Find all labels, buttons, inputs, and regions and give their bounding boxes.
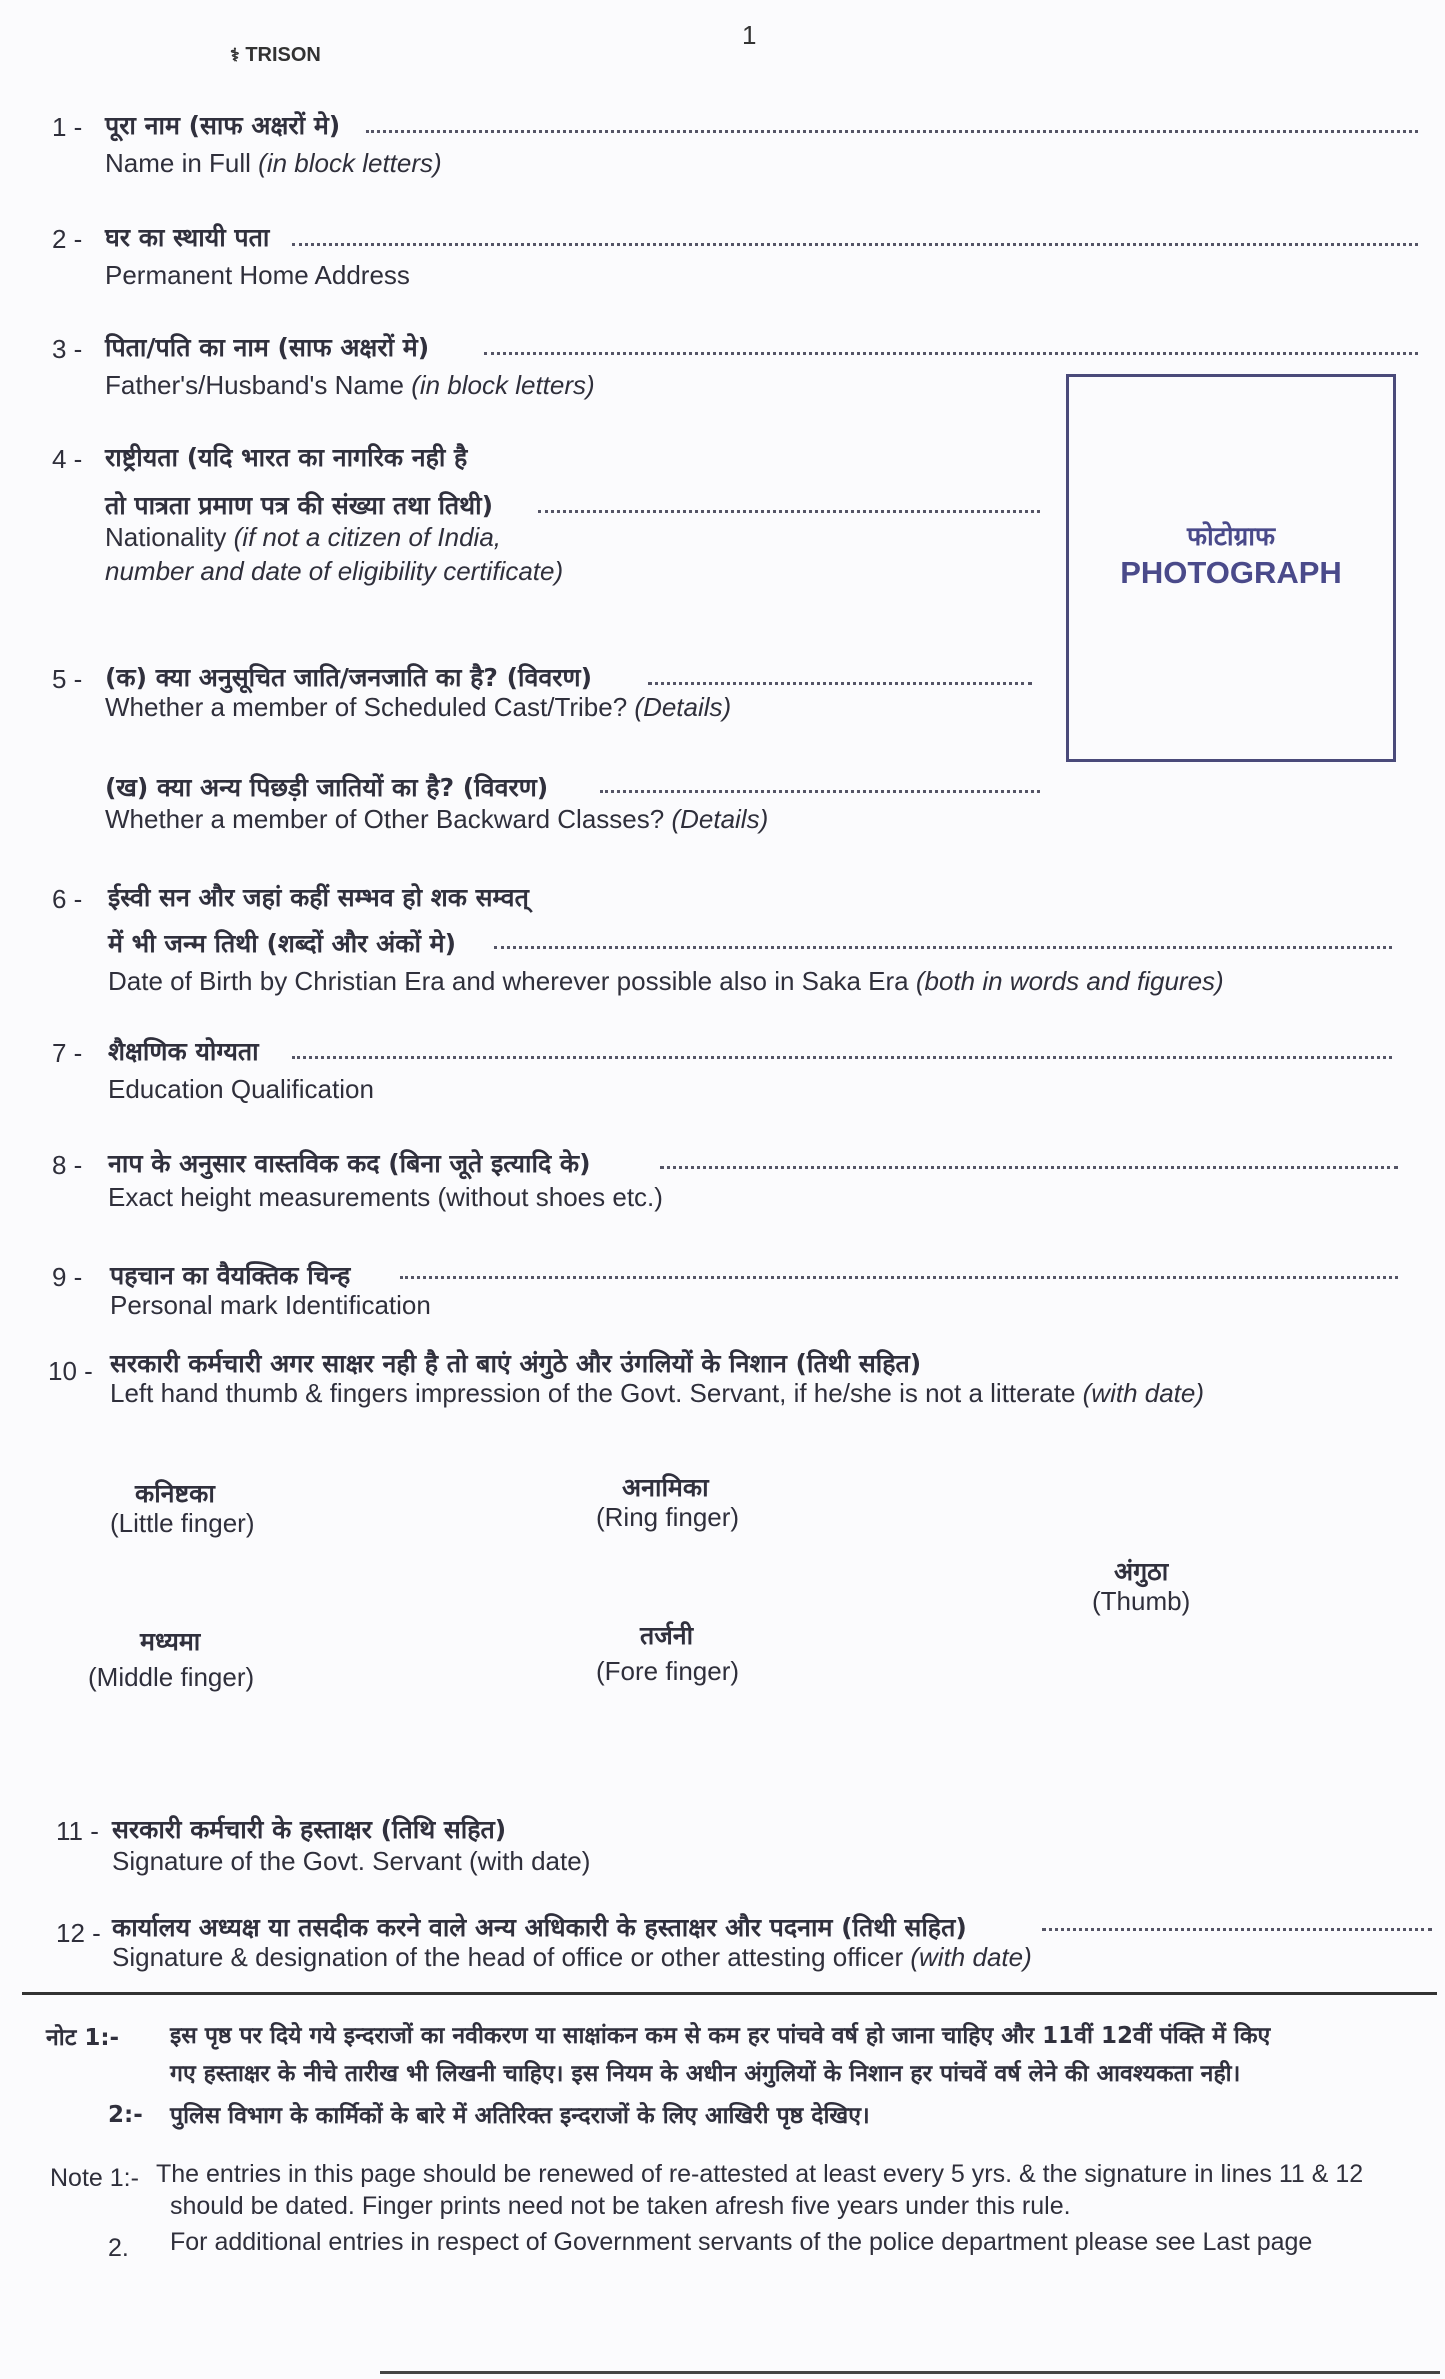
thumb-label: (Thumb) <box>1092 1586 1191 1616</box>
item-7-hindi-label: शैक्षणिक योग्यता <box>108 1037 259 1066</box>
item-4-entry-line[interactable] <box>538 510 1040 513</box>
item-9-entry-line[interactable] <box>400 1276 1398 1279</box>
item-11-hindi-label: सरकारी कर्मचारी के हस्ताक्षर (तिथि सहित) <box>112 1815 507 1844</box>
item-5-number: 5 - <box>52 664 83 694</box>
item-7-number: 7 - <box>52 1038 83 1068</box>
english-note-label: Note 1:- <box>50 2164 139 2192</box>
item-5b-english-label <box>105 804 768 835</box>
item-4-number: 4 - <box>52 444 83 474</box>
item-1-english-note: (in block letters) <box>258 148 442 178</box>
item-6-entry-line[interactable] <box>494 946 1392 949</box>
item-10-hindi-label: सरकारी कर्मचारी अगर साक्षर नही है तो बाएं अंगुठे और उंगलियों के निशान (तिथी सहित) <box>110 1349 922 1378</box>
item-3-number: 3 - <box>52 334 83 364</box>
english-note-1-line2: should be dated. Finger prints need not be taken afresh five years under this rule. <box>170 2192 1071 2220</box>
ring-finger-hindi-label: अनामिका <box>622 1473 709 1502</box>
item-6-english-text: Date of Birth by Christian Era and wherever possible also in Saka Era <box>108 966 909 996</box>
fore-finger-label: (Fore finger) <box>596 1656 740 1686</box>
item-2-hindi-label: घर का स्थायी पता <box>105 223 270 252</box>
english-note-2-label: 2. <box>108 2234 129 2262</box>
item-9-hindi-label: पहचान का वैयक्तिक चिन्ह <box>110 1261 351 1290</box>
item-7-entry-line[interactable] <box>292 1056 1392 1059</box>
item-3-hindi-label: पिता/पति का नाम (साफ अक्षरों मे) <box>105 333 430 362</box>
item-1-english-label <box>105 148 442 179</box>
middle-finger-hindi-label: मध्यमा <box>140 1627 201 1656</box>
hindi-note-2: पुलिस विभाग के कार्मिकों के बारे में अतिरिक्त इन्दराजों के लिए आखिरी पृष्ठ देखिए। <box>170 2103 870 2129</box>
item-12-entry-line[interactable] <box>1042 1928 1432 1931</box>
item-3-english-text: Father's/Husband's Name <box>105 370 404 400</box>
item-5a-hindi-label: (क) क्या अनुसूचित जाति/जनजाति का है? (विवरण) <box>105 663 593 692</box>
item-4-hindi-label-line1: राष्ट्रीयता (यदि भारत का नागरिक नही है <box>105 443 468 472</box>
item-4-hindi-label-line2: तो पात्रता प्रमाण पत्र की संख्या तथा तिथी) <box>105 491 494 520</box>
item-12-english-label <box>112 1942 1032 1973</box>
logo-mark-icon: ⚕ <box>230 45 240 65</box>
item-6-hindi-label-line2: में भी जन्म तिथी (शब्दों और अंकों मे) <box>108 929 457 958</box>
item-2-english-label: Permanent Home Address <box>105 260 410 290</box>
page-number: 1 <box>742 20 757 50</box>
logo-text: TRISON <box>245 44 321 66</box>
photograph-box[interactable] <box>1066 374 1396 762</box>
item-10-number: 10 - <box>48 1356 93 1386</box>
item-11-number: 11 - <box>56 1816 99 1846</box>
hindi-note-2-label: 2:- <box>108 2102 143 2128</box>
hindi-note-1-line1: इस पृष्ठ पर दिये गये इन्दराजों का नवीकरण या साक्षांकन कम से कम हर पांचवे वर्ष हो जाना चाहिए और 11वीं 12वीं पंक्ति में किए <box>170 2023 1271 2049</box>
photograph-english-label: PHOTOGRAPH <box>1120 555 1342 590</box>
ring-finger-label: (Ring finger) <box>596 1502 740 1532</box>
item-5a-english-label <box>105 692 731 723</box>
item-5a-english-text: Whether a member of Scheduled Cast/Tribe? <box>105 692 628 722</box>
item-5b-hindi-label: (ख) क्या अन्य पिछड़ी जातियों का है? (विवरण) <box>105 773 549 802</box>
item-4-english-label-line1 <box>105 522 501 553</box>
item-8-english-label: Exact height measurements (without shoes etc.) <box>108 1182 663 1212</box>
item-10-english-text: Left hand thumb & fingers impression of the Govt. Servant, if he/she is not a litterate <box>110 1378 1076 1408</box>
item-8-hindi-label: नाप के अनुसार वास्तविक कद (बिना जूते इत्यादि के) <box>108 1149 591 1178</box>
item-6-english-label <box>108 966 1224 997</box>
item-3-english-note: (in block letters) <box>411 370 595 400</box>
item-5b-entry-line[interactable] <box>600 790 1040 793</box>
little-finger-hindi-label: कनिष्टका <box>135 1479 215 1508</box>
item-4-english-label-line2: number and date of eligibility certificate) <box>105 556 564 586</box>
item-5b-english-text: Whether a member of Other Backward Classes? <box>105 804 665 834</box>
item-12-english-text: Signature & designation of the head of office or other attesting officer <box>112 1942 904 1972</box>
item-3-english-label <box>105 370 595 401</box>
item-1-number: 1 - <box>52 112 83 142</box>
notes-divider <box>22 1992 1437 1995</box>
item-2-entry-line[interactable] <box>292 243 1418 246</box>
item-1-hindi-label: पूरा नाम (साफ अक्षरों मे) <box>105 111 341 140</box>
item-5a-entry-line[interactable] <box>648 682 1032 685</box>
item-9-number: 9 - <box>52 1262 83 1292</box>
item-6-hindi-label-line1: ईस्वी सन और जहां कहीं सम्भव हो शक सम्वत् <box>108 883 529 912</box>
item-2-number: 2 - <box>52 224 83 254</box>
little-finger-label: (Little finger) <box>110 1508 255 1538</box>
bottom-edge-line <box>380 2371 1440 2374</box>
item-4-english-text: Nationality <box>105 522 227 552</box>
item-8-entry-line[interactable] <box>660 1166 1398 1169</box>
item-12-hindi-label: कार्यालय अध्यक्ष या तसदीक करने वाले अन्य अधिकारी के हस्ताक्षर और पदनाम (तिथी सहित) <box>112 1913 967 1942</box>
item-4-english-note: (if not a citizen of India, <box>233 522 502 552</box>
item-6-number: 6 - <box>52 884 83 914</box>
photograph-hindi-label: फोटोग्राफ <box>1186 522 1276 552</box>
item-6-english-note: (both in words and figures) <box>915 966 1224 996</box>
thumb-hindi-label: अंगुठा <box>1114 1557 1169 1586</box>
item-12-english-note: (with date) <box>910 1942 1032 1972</box>
hindi-note-label: नोट 1:- <box>46 2025 120 2051</box>
middle-finger-label: (Middle finger) <box>88 1662 255 1692</box>
trison-logo <box>230 44 321 67</box>
item-3-entry-line[interactable] <box>484 352 1418 355</box>
item-10-english-label <box>110 1378 1204 1409</box>
hindi-note-1-line2: गए हस्ताक्षर के नीचे तारीख भी लिखनी चाहिए। इस नियम के अधीन अंगुलियों के निशान हर पांचवें वर्ष लेने की आवश्यकता नही। <box>170 2061 1241 2087</box>
item-1-english-text: Name in Full <box>105 148 251 178</box>
item-12-number: 12 - <box>56 1918 101 1948</box>
item-10-english-note: (with date) <box>1082 1378 1205 1408</box>
fore-finger-hindi-label: तर्जनी <box>640 1621 694 1650</box>
english-note-2: For additional entries in respect of Government servants of the police department please see Last page <box>170 2228 1313 2256</box>
item-9-english-label: Personal mark Identification <box>110 1290 431 1320</box>
item-1-entry-line[interactable] <box>366 130 1418 133</box>
item-5a-english-note: (Details) <box>634 692 732 722</box>
english-note-1-line1: The entries in this page should be renewed of re-attested at least every 5 yrs. & the signature in lines 11 & 12 <box>156 2160 1364 2188</box>
item-8-number: 8 - <box>52 1150 83 1180</box>
item-11-english-label: Signature of the Govt. Servant (with date) <box>112 1846 591 1876</box>
item-5b-english-note: (Details) <box>671 804 769 834</box>
item-7-english-label: Education Qualification <box>108 1074 374 1104</box>
